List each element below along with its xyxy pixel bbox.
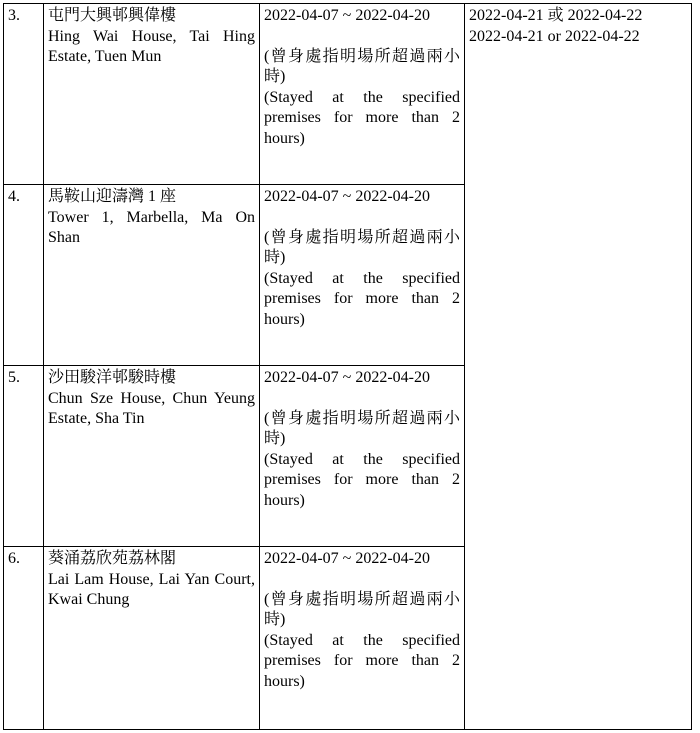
- premises-cell: [44, 366, 260, 547]
- row-number: 3.: [4, 4, 44, 185]
- stay-note-en: (Stayed at the specified premises for more than 2 hours): [264, 88, 460, 147]
- premises-name-zh: 馬鞍山迎濤灣 1 座: [48, 188, 177, 205]
- test-dates-en: 2022-04-21 or 2022-04-22: [469, 27, 640, 45]
- premises-name-en: Lai Lam House, Lai Yan Court, Kwai Chung: [48, 570, 255, 608]
- premises-name-zh: 沙田駿洋邨駿時樓: [48, 369, 177, 386]
- premises-name-zh: 屯門大興邨興偉樓: [48, 7, 177, 24]
- row-number: 5.: [4, 366, 44, 547]
- premises-name-zh: 葵涌荔欣苑荔林閣: [48, 550, 177, 567]
- specified-premises-table: [3, 3, 692, 730]
- premises-cell: [44, 4, 260, 185]
- stay-note-en: (Stayed at the specified premises for more than 2 hours): [264, 269, 460, 328]
- stay-note-zh: (曾身處指明場所超過兩小時): [264, 409, 460, 447]
- row-number: 4.: [4, 185, 44, 366]
- test-dates-zh: 2022-04-21 或 2022-04-22: [469, 7, 643, 24]
- period-cell: [260, 547, 465, 730]
- premises-name-en: Chun Sze House, Chun Yeung Estate, Sha Tin: [48, 389, 255, 427]
- premises-cell: [44, 185, 260, 366]
- row-number: 6.: [4, 547, 44, 730]
- premises-name-en: Tower 1, Marbella, Ma On Shan: [48, 208, 255, 246]
- premises-cell: [44, 547, 260, 730]
- date-range: 2022-04-07 ~ 2022-04-20: [264, 369, 430, 386]
- table-row: [4, 4, 692, 185]
- date-range: 2022-04-07 ~ 2022-04-20: [264, 7, 430, 24]
- date-range: 2022-04-07 ~ 2022-04-20: [264, 550, 430, 567]
- stay-note-en: (Stayed at the specified premises for more than 2 hours): [264, 631, 460, 690]
- period-cell: [260, 4, 465, 185]
- date-range: 2022-04-07 ~ 2022-04-20: [264, 188, 430, 205]
- period-cell: [260, 366, 465, 547]
- stay-note-zh: (曾身處指明場所超過兩小時): [264, 47, 460, 85]
- premises-name-en: Hing Wai House, Tai Hing Estate, Tuen Mun: [48, 27, 255, 65]
- stay-note-zh: (曾身處指明場所超過兩小時): [264, 228, 460, 266]
- test-dates-cell: [465, 4, 692, 730]
- stay-note-en: (Stayed at the specified premises for more than 2 hours): [264, 450, 460, 509]
- period-cell: [260, 185, 465, 366]
- stay-note-zh: (曾身處指明場所超過兩小時): [264, 590, 460, 628]
